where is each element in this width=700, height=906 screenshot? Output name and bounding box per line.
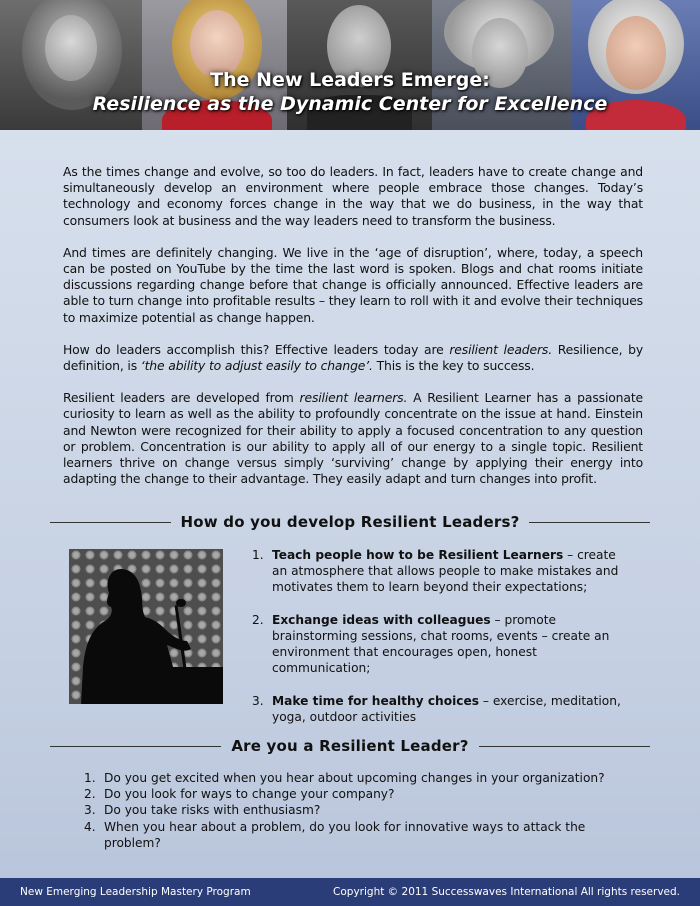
list-item: 1. Do you get excited when you hear about upcoming changes in your organization? xyxy=(84,771,605,785)
paragraph-3: How do leaders accomplish this? Effective leaders today are resilient leaders. Resilience, by definition, is ‘the ability to adjust easily to change’. This is the key to success. xyxy=(63,341,643,374)
footer-copyright: Copyright © 2011 Successwaves International All rights reserved. xyxy=(333,886,680,898)
header-banner xyxy=(0,0,700,130)
develop-list xyxy=(252,547,632,742)
question-list xyxy=(84,770,644,851)
section-title: How do you develop Resilient Leaders? xyxy=(180,513,520,531)
list-item: 3. Make time for healthy choices – exercise, meditation, yoga, outdoor activities xyxy=(252,694,621,724)
paragraph-1: As the times change and evolve, so too do leaders. In fact, leaders have to create change and simultaneously develop an environment where people embrace those changes. Today’s technology and economy forces change in the way that we do business, in the way that consumers look at business and the way leaders need to transform the business. xyxy=(63,164,643,228)
list-item: 2. Do you look for ways to change your company? xyxy=(84,787,395,802)
heading-rule-right xyxy=(479,746,650,747)
paragraph-2: And times are definitely changing. We live in the ‘age of disruption’, where, today, a speech can be posted on YouTube by the time the last word is spoken. Blogs and chat rooms initiate discussions regarding change before that change is officially announced. Effective leaders are able to turn change into profitable results – they learn to roll with it and evolve their techniques to maximize potential as change happen. xyxy=(63,244,643,325)
section-heading-develop xyxy=(50,512,650,532)
section-heading-quiz xyxy=(50,736,650,756)
speaker-silhouette-image xyxy=(69,549,223,704)
list-item: 2. Exchange ideas with colleagues – promote brainstorming sessions, chat rooms, events – create an environment that encourages open, honest communication; xyxy=(252,613,610,675)
footer-program-name: New Emerging Leadership Mastery Program xyxy=(20,886,251,898)
title-line-2: Resilience as the Dynamic Center for Excellence xyxy=(92,93,608,115)
list-item: 1. Teach people how to be Resilient Learners – create an atmosphere that allows people to make mistakes and motivates them to learn beyond their expectations; xyxy=(252,548,619,594)
silhouette-icon xyxy=(69,549,223,704)
paragraph-4: Resilient leaders are developed from resilient learners. A Resilient Learner has a passionate curiosity to learn as well as the ability to profoundly concentrate on the issue at hand. Einstein and Newton were recognized for their ability to apply a focused concentration to any question or problem. Concentration is our ability to apply all of our energy to a single topic. Resilient learners thrive on change versus simply ‘surviving’ change by applying their energy into adapting the change to their advantage. They easily adapt and turn changes into profit. xyxy=(63,390,643,487)
page-title xyxy=(0,68,700,116)
section-title: Are you a Resilient Leader? xyxy=(231,737,469,755)
heading-rule-left xyxy=(50,746,221,747)
heading-rule-left xyxy=(50,522,171,523)
footer-bar xyxy=(0,878,700,906)
heading-rule-right xyxy=(529,522,650,523)
title-line-1: The New Leaders Emerge: xyxy=(210,69,490,91)
intro-text xyxy=(63,164,643,503)
list-item: 4. When you hear about a problem, do you look for innovative ways to attack the problem? xyxy=(84,819,586,850)
list-item: 3. Do you take risks with enthusiasm? xyxy=(84,803,321,818)
